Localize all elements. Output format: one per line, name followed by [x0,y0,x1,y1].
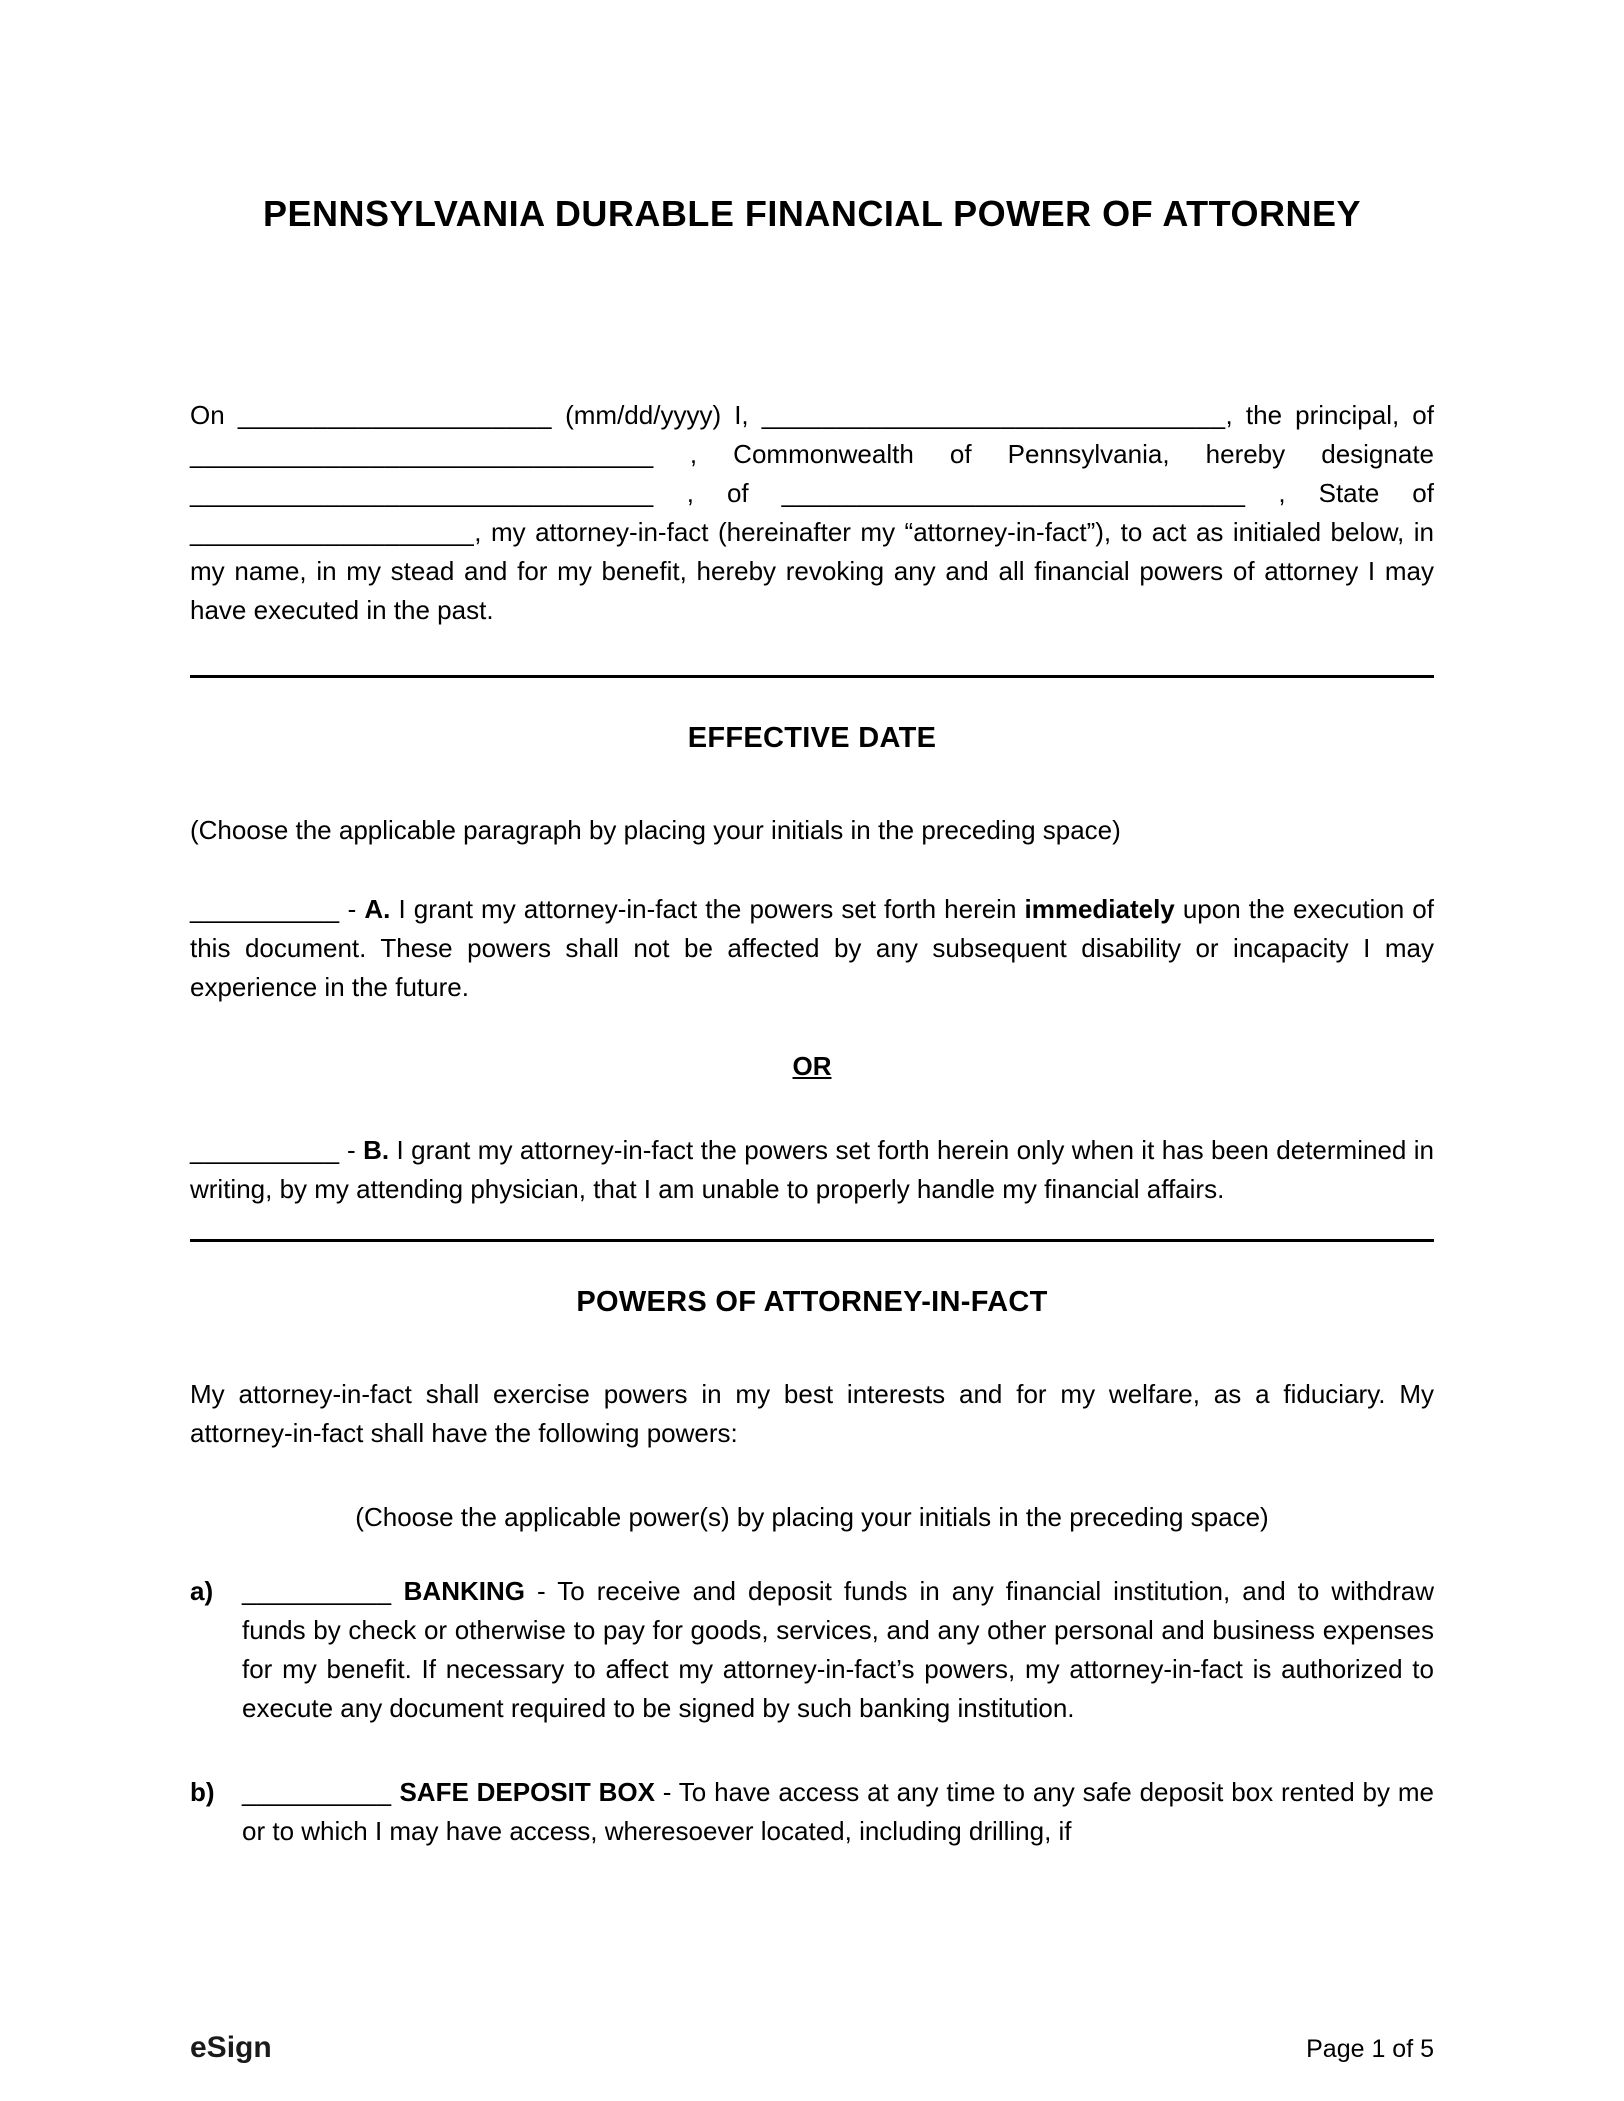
banking-power-description: - To receive and deposit funds in any financial institution, and to withdraw funds by check or otherwise to pay for goods, services, and any other personal and business expenses for my benefit. If necessary to affect my attorney-in-fact’s powers, my attorney-in-fact is authorized to execute any document required to be signed by such banking institution. [242,1576,1434,1723]
or-separator-line [190,1047,1434,1086]
document-title: PENNSYLVANIA DURABLE FINANCIAL POWER OF ATTORNEY [262,193,1362,234]
option-b-text-1: I grant my attorney-in-fact the powers set forth herein only when it has been determined in writing, by my attending physician, that I am unable to properly handle my financial affairs. [190,1135,1435,1204]
option-a-initials-blank: __________ [190,894,340,924]
safe-deposit-power-name: SAFE DEPOSIT BOX [391,1777,655,1807]
power-item-banking-body [242,1572,1434,1728]
intro-text-commonwealth: , Commonwealth of Pennsylvania, hereby designate [653,439,1434,469]
page-footer [190,2031,1434,2065]
option-b-initials-blank: __________ [190,1135,340,1165]
option-a-text-2: upon the execution of this document. These powers shall not be affected by any subsequent disability or incapacity I may experience in the future. [190,894,1434,1002]
effective-date-heading: EFFECTIVE DATE [687,722,937,754]
option-b-paragraph [190,1131,1434,1209]
power-item-safe-deposit-box [190,1773,1434,1851]
banking-power-name: BANKING [391,1576,525,1606]
option-b-label: B. [363,1135,390,1165]
esign-logo: eSign [190,2031,272,2064]
option-a-paragraph [190,890,1434,1007]
powers-heading: POWERS OF ATTORNEY-IN-FACT [576,1286,1048,1318]
power-item-banking-letter: a) [190,1576,214,1606]
date-blank: _____________________ [237,400,552,430]
intro-text-on: On [190,400,238,430]
option-a-label: A. [364,894,391,924]
intro-text-date-format: (mm/dd/yyyy) I, [551,400,762,430]
option-a-text-1: I grant my attorney-in-fact the powers set forth herein [390,894,1025,924]
section-divider-2 [190,1239,1434,1242]
safe-deposit-power-description: - To have access at any time to any safe deposit box rented by me or to which I may have access, wheresoever located, including drilling, if [242,1777,1434,1846]
option-a-emphasis: immediately [1024,894,1175,924]
or-label: OR [792,1051,832,1081]
page-number: Page 1 of 5 [1306,2035,1434,2063]
power-item-safe-deposit-body [242,1773,1434,1851]
principal-name-blank: _______________________________ [761,400,1226,430]
intro-text-principal: , the principal, of [1225,400,1434,430]
powers-note: (Choose the applicable power(s) by placing your initials in the preceding space) [355,1502,1269,1532]
principal-locality-blank: _______________________________ [190,439,654,469]
option-b-separator: - [339,1135,364,1165]
banking-initials-blank: __________ [242,1576,392,1606]
agent-locality-blank: _______________________________ [781,478,1246,508]
safe-deposit-initials-blank: __________ [242,1777,392,1807]
power-item-safe-deposit-letter: b) [190,1777,215,1807]
intro-text-of: , of [653,478,782,508]
intro-text-state-of: , State of [1245,478,1434,508]
agent-state-blank: ___________________ [190,517,475,547]
intro-text-closing: , my attorney-in-fact (hereinafter my “attorney-in-fact”), to act as initialed below, in my name, in my stead and for my benefit, hereby revoking any and all financial powers of attorney I may have executed in the past. [190,517,1434,625]
effective-date-note: (Choose the applicable paragraph by placing your initials in the preceding space) [190,815,1121,845]
power-item-banking [190,1572,1434,1728]
agent-name-blank: _______________________________ [190,478,654,508]
intro-paragraph [190,396,1434,630]
section-divider-1 [190,675,1434,678]
powers-intro-paragraph: My attorney-in-fact shall exercise powers in my best interests and for my welfare, as a fiduciary. My attorney-in-fact shall have the following powers: [190,1379,1434,1448]
option-a-separator: - [339,894,365,924]
